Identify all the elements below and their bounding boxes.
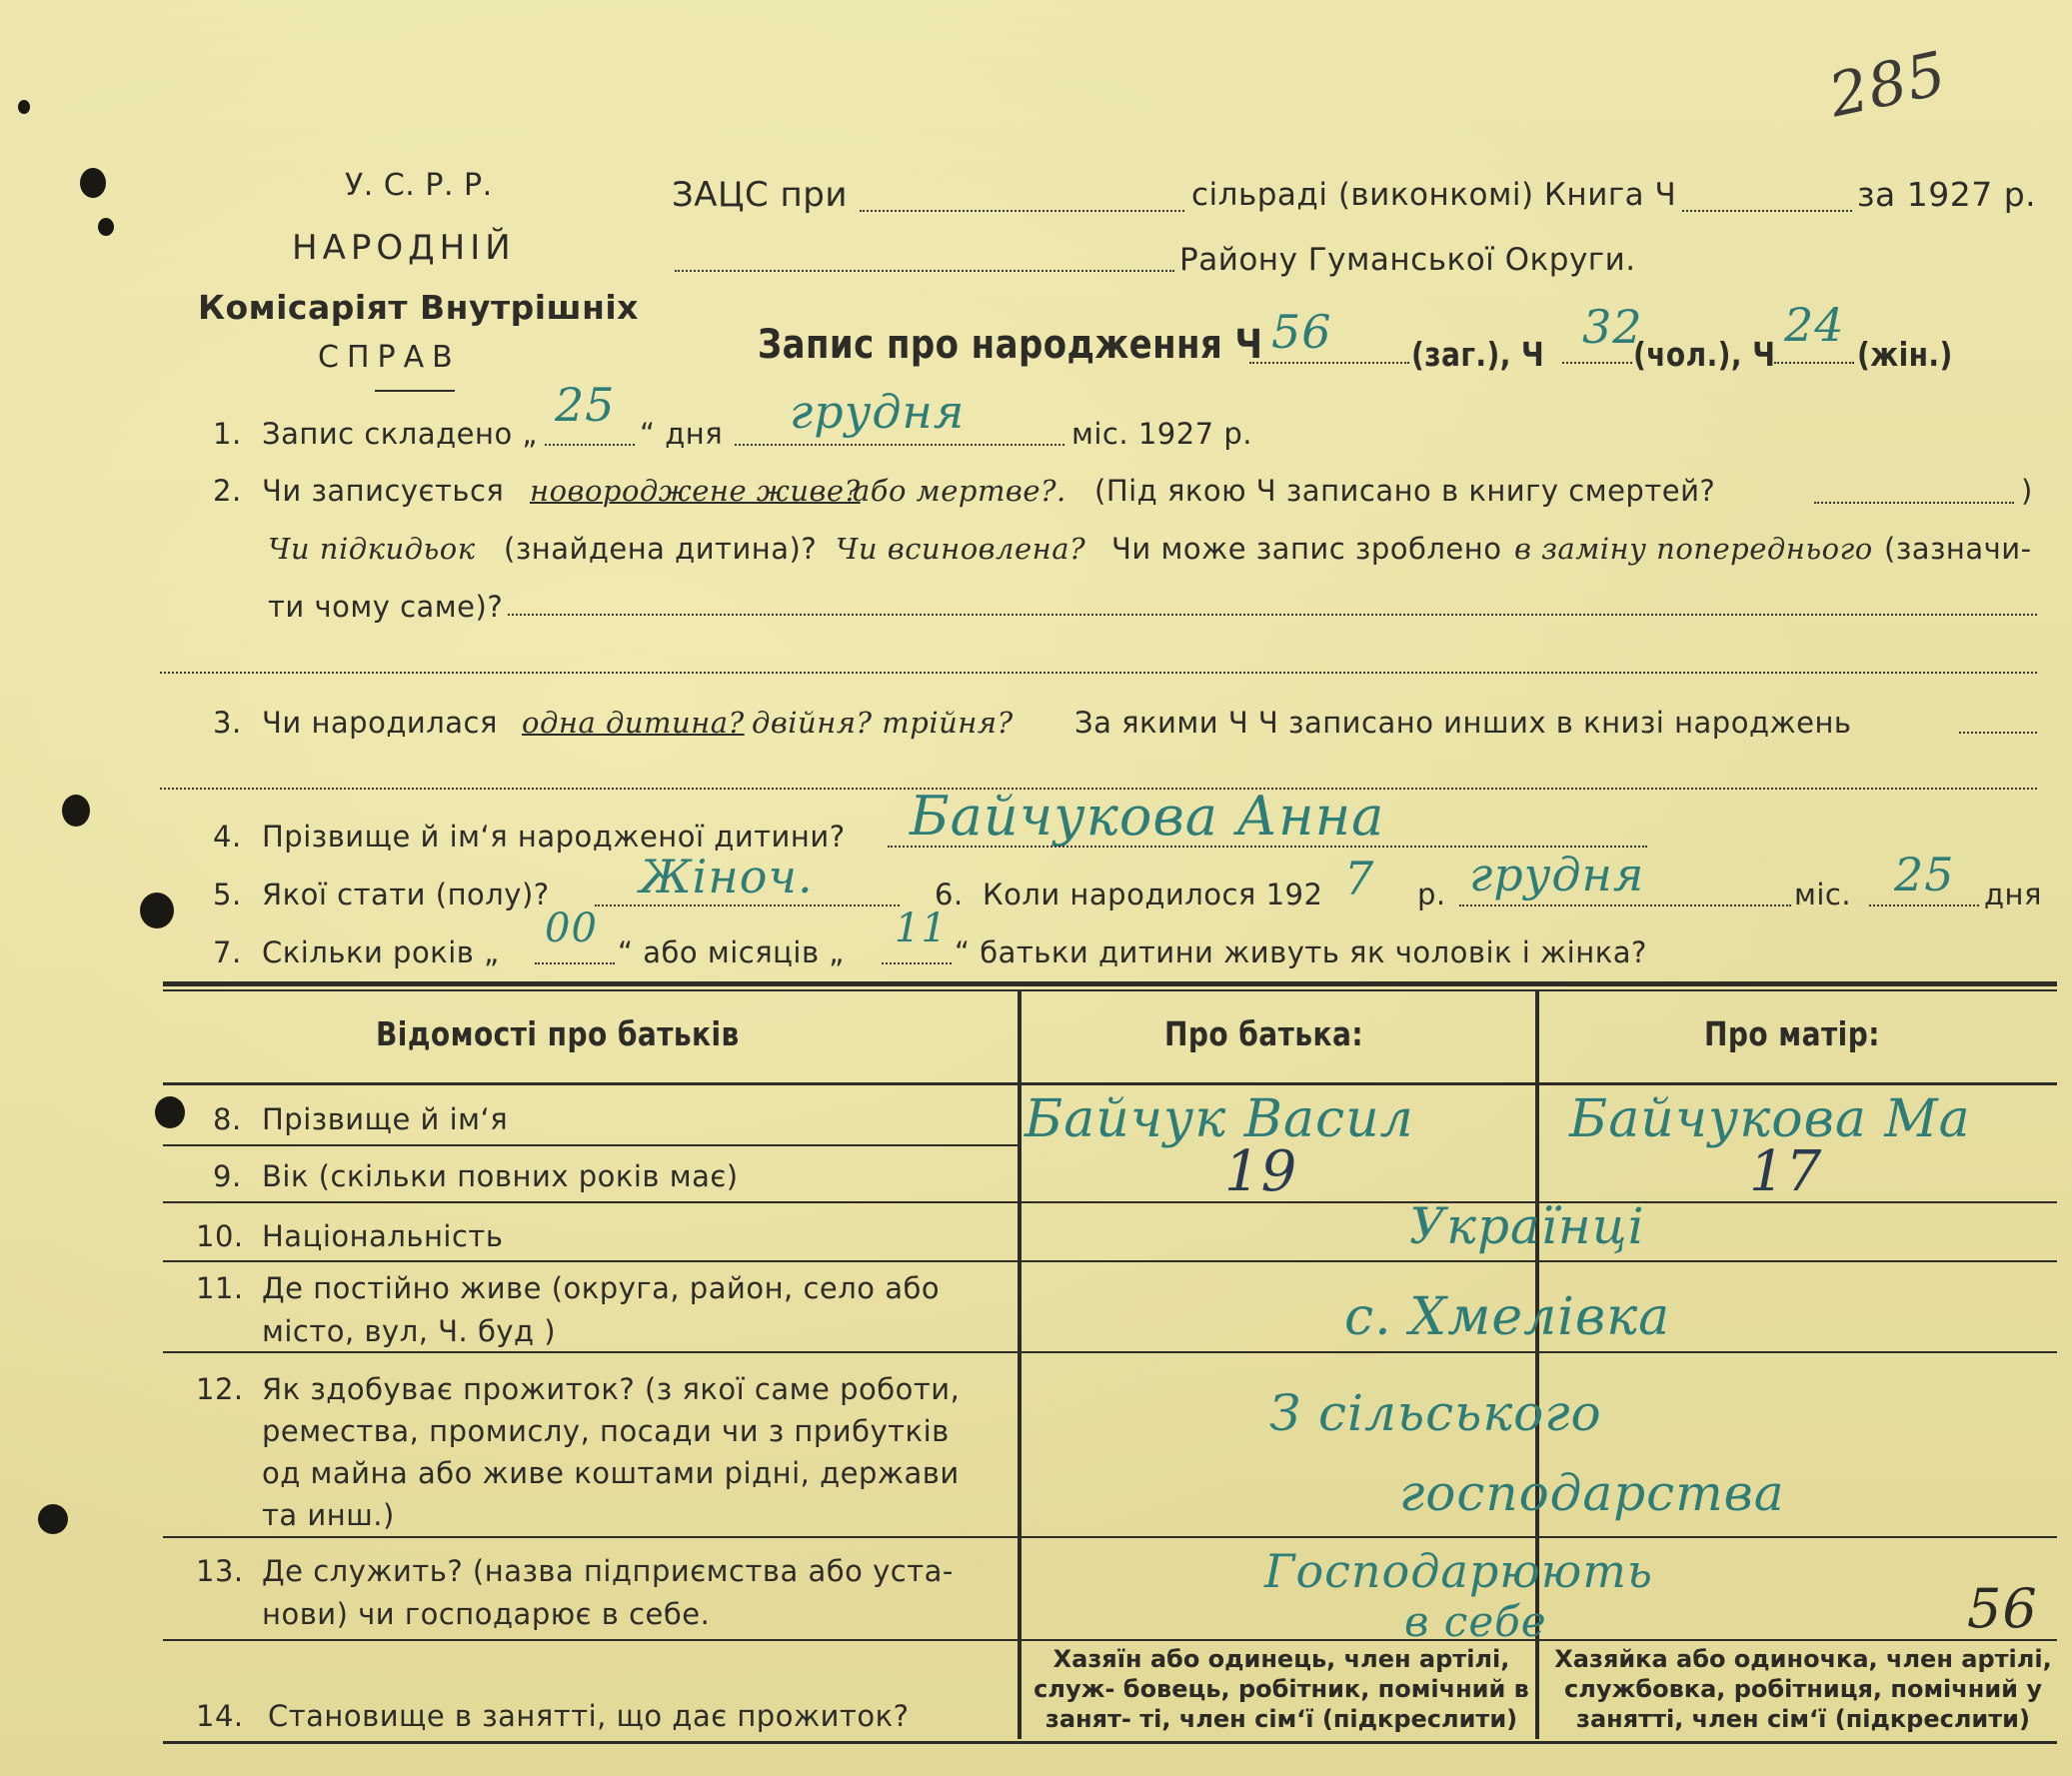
total-number-blank: [1249, 362, 1409, 364]
table-top-border-2: [163, 989, 2057, 991]
q1-month-blank: [735, 444, 1064, 446]
service-value-2: в себе: [1404, 1597, 1547, 1646]
row-12-number: 12.: [196, 1372, 244, 1406]
column-header-mother: Про матір:: [1704, 1014, 1880, 1053]
q4-text: Прізвище й ім‘я народженої дитини?: [262, 820, 846, 854]
q6-mis: міс.: [1794, 878, 1852, 911]
q1-text2: “ дня: [640, 417, 724, 451]
row-14-number: 14.: [196, 1699, 244, 1733]
row-13-number: 13.: [196, 1554, 244, 1588]
book-number-blank[interactable]: [1682, 210, 1852, 212]
nationality-value: Українці: [1409, 1197, 1645, 1255]
row-8-label: Прізвище й ім‘я: [262, 1102, 509, 1136]
total-number: 56: [1271, 305, 1332, 359]
q6-dnya: дня: [1984, 878, 2042, 911]
q6-day-blank: [1869, 904, 1979, 906]
row-13-label-2: нови) чи господарює в себе.: [262, 1597, 711, 1631]
row-9-number: 9.: [213, 1159, 242, 1193]
residence-value: с. Хмелівка: [1344, 1287, 1671, 1347]
q2-foundling: Чи підкидьок: [268, 532, 476, 566]
q2-text-e: ): [2021, 474, 2033, 508]
column-header-father: Про батька:: [1164, 1014, 1363, 1053]
q6-text: Коли народилося 192: [983, 878, 1323, 911]
silradi-label: сільраді (виконкомі) Книга Ч: [1191, 177, 1677, 213]
income-value-2: господарства: [1399, 1464, 1785, 1522]
row-11-number: 11.: [196, 1271, 244, 1305]
punch-hole: [140, 892, 174, 928]
q1-day-value: 25: [555, 378, 616, 432]
zacs-blank[interactable]: [860, 210, 1184, 212]
q2-text-g: (знайдена дитина)?: [504, 532, 818, 566]
q6-number: 6.: [935, 878, 964, 911]
q4-number: 4.: [213, 820, 242, 854]
row-11-label-2: місто, вул, Ч. буд ): [262, 1314, 557, 1348]
q5-text: Якої стати (полу)?: [262, 878, 550, 911]
father-age-value: 19: [1224, 1139, 1298, 1204]
months-together-value: 11: [895, 905, 948, 951]
income-value-1: З сільського: [1269, 1384, 1602, 1442]
child-name-value: Байчукова Анна: [910, 785, 1385, 848]
column-header-parents: Відомості про батьків: [376, 1014, 740, 1053]
q1-number: 1.: [213, 417, 242, 451]
q2-adopted: Чи всиновлена?: [836, 532, 1086, 566]
q2-dead-option: або мертве?.: [853, 474, 1066, 508]
record-title: Запис про народження Ч: [758, 322, 1263, 368]
birth-day-value: 25: [1894, 848, 1955, 901]
row-divider: [163, 1351, 2057, 1353]
punch-hole: [38, 1504, 68, 1534]
years-together-value: 00: [545, 905, 598, 951]
q7-years-blank: [535, 962, 615, 964]
mother-name-value: Байчукова Ма: [1569, 1089, 1971, 1149]
punch-hole: [155, 1096, 185, 1128]
q7-text-a: Скільки років „: [262, 935, 500, 969]
row-12-label-3: од майна або живе коштами рідні, держави: [262, 1456, 960, 1490]
zacs-label: ЗАЦС при: [672, 175, 848, 215]
row-9-label: Вік (скільки повних років має): [262, 1159, 739, 1193]
table-top-border: [163, 981, 2057, 986]
row-12-label-4: та инш.): [262, 1498, 395, 1532]
q7-months-blank: [882, 962, 952, 964]
q2-alive-option: новороджене живе?: [530, 474, 861, 508]
q6-month-blank: [1459, 904, 1791, 906]
row-8-number: 8.: [213, 1102, 242, 1136]
rayonu-label: Району Гуманської Округи.: [1179, 242, 1636, 278]
rayon-blank[interactable]: [675, 270, 1174, 272]
q7-text-b: “ або місяців „: [618, 935, 845, 969]
row-divider: [163, 1260, 2057, 1262]
male-number-blank: [1562, 362, 1632, 364]
sprav-header: СПРАВ: [318, 340, 461, 375]
q5-number: 5.: [213, 878, 242, 911]
q3-text-a: Чи народилася: [262, 706, 498, 740]
q3-number: 3.: [213, 706, 242, 740]
q3-single-option: одна дитина?: [522, 706, 745, 740]
mother-age-value: 17: [1749, 1139, 1823, 1204]
q2-replacement: в заміну попереднього: [1514, 532, 1873, 566]
q1-day-blank: [545, 444, 635, 446]
q3-multiple-option: двійня? трійня?: [752, 706, 1014, 740]
row-divider: [163, 1639, 2057, 1641]
birth-month-value: грудня: [1469, 848, 1645, 901]
q1-text: Запис складено „: [262, 417, 538, 451]
q3-text-d: За якими Ч Ч записано инших в книзі народжень: [1074, 706, 1852, 740]
sex-value: Жіноч.: [640, 850, 814, 903]
zhin-label: (жін.): [1857, 335, 1953, 374]
birth-year-digit: 7: [1344, 852, 1375, 905]
header-divider: [375, 390, 455, 392]
year-label: за 1927 р.: [1857, 175, 2037, 214]
row-11-label-1: Де постійно живе (округа, район, село або: [262, 1271, 941, 1305]
q2-text-i: Чи може запис зроблено: [1111, 532, 1502, 566]
punch-hole: [18, 100, 30, 114]
q2-text-l: ти чому саме)?: [268, 590, 504, 624]
row-divider: [163, 1536, 2057, 1538]
q1-text3: міс. 1927 р.: [1071, 417, 1252, 451]
q3-blank: [1959, 732, 2037, 734]
narodniy-header: НАРОДНІЙ: [292, 228, 516, 268]
female-number: 24: [1784, 298, 1845, 352]
table-col-divider-1: [1018, 989, 1022, 1739]
q2-text-d: (Під якою Ч записано в книгу смертей?: [1094, 474, 1716, 508]
row-divider: [163, 1144, 1018, 1146]
row-14-label: Становище в занятті, що дає прожиток?: [268, 1699, 910, 1733]
row-10-number: 10.: [196, 1219, 244, 1253]
stamp-number: 56: [1967, 1577, 2038, 1640]
q2-text-a: Чи записується: [262, 474, 505, 508]
father-name-value: Байчук Васил: [1025, 1089, 1414, 1149]
q5-blank: [595, 904, 900, 906]
table-bottom-border: [163, 1741, 2057, 1744]
komisariat-header: Комісаріят Внутрішніх: [198, 288, 639, 327]
father-status-options: Хазяїн або одинець, член артілі, служ- бовець, робітник, помічний в занят- ті, член сім‘ї (підкреслити): [1034, 1645, 1529, 1733]
male-number: 32: [1582, 300, 1643, 354]
row-12-label-1: Як здобуває прожиток? (з якої саме роботи,: [262, 1372, 961, 1406]
mother-status-options: Хазяйка або одиночка, член артілі, службовка, робітниця, помічний у занятті, член сім‘ї (підкреслити): [1554, 1645, 2052, 1733]
table-header-divider: [163, 1082, 2057, 1085]
service-value-1: Господарюють: [1264, 1544, 1653, 1598]
q2-reason-blank-2: [160, 672, 2037, 674]
q2-death-book-blank: [1814, 502, 2014, 504]
q6-year-r: р.: [1417, 878, 1446, 911]
q2-reason-blank: [508, 614, 2037, 616]
punch-hole: [62, 795, 90, 827]
punch-hole: [80, 168, 106, 198]
female-number-blank: [1774, 362, 1854, 364]
q7-text-c: “ батьки дитини живуть як чоловік і жінка?: [955, 935, 1647, 969]
q7-number: 7.: [213, 935, 242, 969]
q1-month-value: грудня: [790, 385, 966, 439]
q2-number: 2.: [213, 474, 242, 508]
archive-number: 285: [1823, 38, 1953, 132]
row-13-label-1: Де служить? (назва підприємства або уста-: [262, 1554, 954, 1588]
chol-label: (чол.), Ч: [1633, 335, 1776, 374]
row-10-label: Національність: [262, 1219, 504, 1253]
ussr-header: У. С. Р. Р.: [345, 168, 493, 203]
zag-label: (заг.), Ч: [1411, 335, 1545, 374]
row-12-label-2: ремества, промислу, посади чи з прибутків: [262, 1414, 950, 1448]
q2-text-k: (зазначи-: [1884, 532, 2032, 566]
punch-hole: [98, 218, 114, 236]
